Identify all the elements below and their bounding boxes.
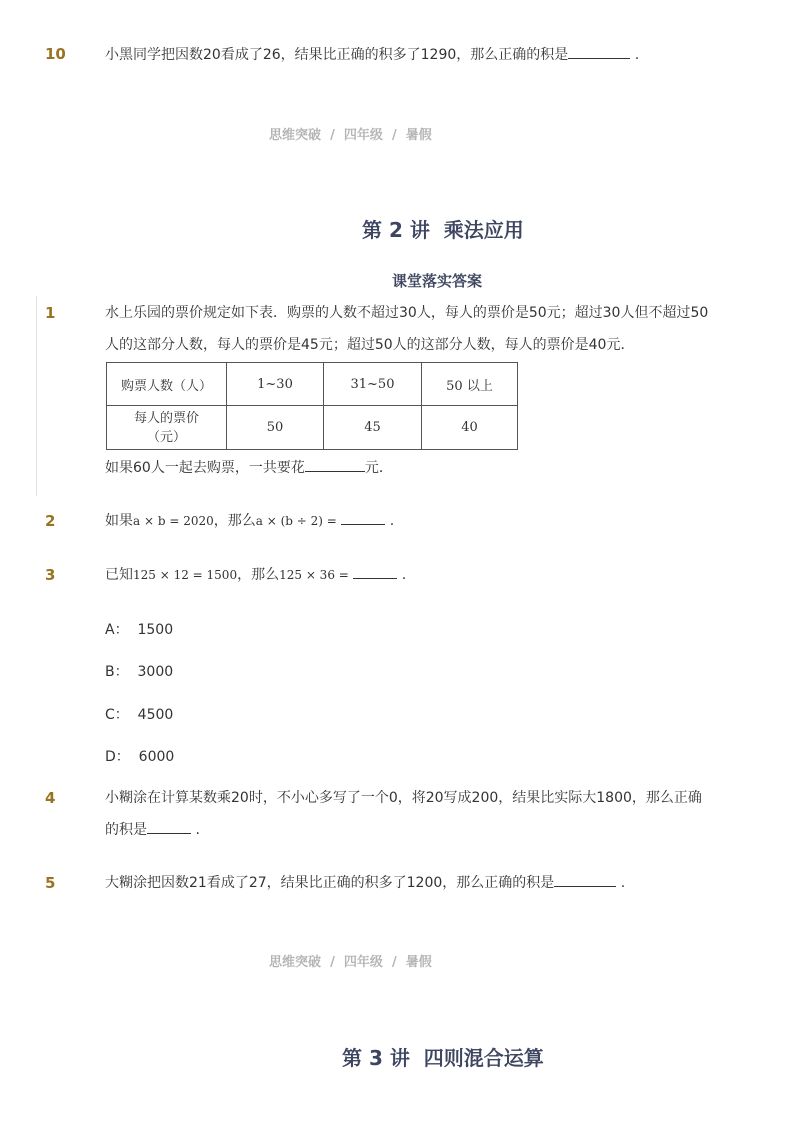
question-line: 人的这部分人数，每人的票价是45元；超过50人的这部分人数，每人的票价是40元． (105, 337, 635, 353)
section-subtitle: 课堂落实答案 (392, 272, 483, 290)
footer-grade: 四年级 (343, 128, 383, 143)
table-cell: 31~50 (324, 363, 422, 406)
question-number: 10 (45, 45, 66, 63)
footer-separator: / (330, 128, 335, 143)
question-line (105, 816, 200, 844)
period: . (620, 875, 626, 891)
period: . (634, 47, 640, 63)
table-row (107, 406, 518, 450)
footer-series: 思维突破 (269, 128, 322, 143)
question-body: 的积是 (105, 822, 147, 838)
unit-text: 元． (364, 460, 393, 476)
question-number: 1 (45, 304, 56, 322)
lecture-title: 第 3 讲 四则混合运算 (342, 1046, 544, 1070)
option-d[interactable]: D： 6000 (105, 749, 175, 765)
question-text (105, 41, 639, 69)
answer-blank (568, 44, 630, 59)
question-number: 4 (45, 789, 56, 807)
lecture-title: 第 2 讲 乘法应用 (362, 218, 524, 242)
question-body: 如果60人一起去购票，一共要花 (105, 460, 305, 476)
header-line: （元） (146, 429, 186, 445)
header-line: 每人的票价 (133, 410, 199, 426)
question-number: 3 (45, 566, 56, 584)
option-a[interactable]: A： 1500 (105, 622, 174, 638)
period: . (389, 513, 395, 529)
math-expression: a × b = 2020 (133, 514, 214, 528)
footer-grade: 四年级 (343, 955, 383, 970)
question-body: 小黑同学把因数20看成了26，结果比正确的积多了1290，那么正确的积是 (105, 47, 569, 63)
table-header-cell (107, 406, 227, 450)
table-row (107, 363, 518, 406)
math-expression: 125 × 12 = 1500 (133, 568, 238, 582)
math-expression: 125 × 36 = (279, 568, 349, 582)
table-header-cell: 购票人数（人） (107, 363, 227, 406)
footer-separator: / (391, 128, 397, 143)
table-cell: 50 (227, 406, 324, 450)
option-b[interactable]: B： 3000 (105, 664, 174, 680)
math-expression: a × (b ÷ 2) = (255, 514, 337, 528)
question-line: 小糊涂在计算某数乘20时，不小心多写了一个0，将20写成200，结果比实际大1800，那么正确 (105, 790, 702, 806)
question-body: 已知 (105, 567, 133, 583)
footer-term: 暑假 (405, 128, 432, 143)
answer-blank (554, 872, 616, 887)
page-footer (269, 124, 432, 143)
question-text (105, 869, 625, 897)
answer-blank (341, 510, 385, 525)
footer-separator: / (391, 955, 397, 970)
answer-blank (305, 457, 365, 472)
table-cell: 40 (422, 406, 518, 450)
page-footer (269, 951, 432, 970)
option-c[interactable]: C： 4500 (105, 707, 174, 723)
question-body: ，那么 (237, 567, 280, 583)
table-cell: 50 以上 (422, 363, 518, 406)
answer-blank (147, 819, 191, 834)
question-body: ，那么 (213, 513, 256, 529)
question-line (105, 454, 393, 482)
period: . (401, 567, 407, 583)
table-cell: 1~30 (227, 363, 324, 406)
table-cell: 45 (324, 406, 422, 450)
footer-term: 暑假 (405, 955, 432, 970)
question-text (105, 561, 406, 589)
ticket-price-table (106, 362, 518, 450)
question-number: 2 (45, 512, 56, 530)
question-number: 5 (45, 874, 56, 892)
footer-separator: / (330, 955, 335, 970)
answer-blank (353, 564, 397, 579)
margin-rule (36, 296, 37, 496)
question-line: 水上乐园的票价规定如下表．购票的人数不超过30人，每人的票价是50元；超过30人但不超过50 (105, 305, 709, 321)
question-body: 大糊涂把因数21看成了27，结果比正确的积多了1200，那么正确的积是 (105, 875, 555, 891)
question-text (105, 507, 394, 535)
period: . (195, 822, 200, 838)
footer-series: 思维突破 (269, 955, 322, 970)
question-body: 如果 (105, 513, 133, 529)
